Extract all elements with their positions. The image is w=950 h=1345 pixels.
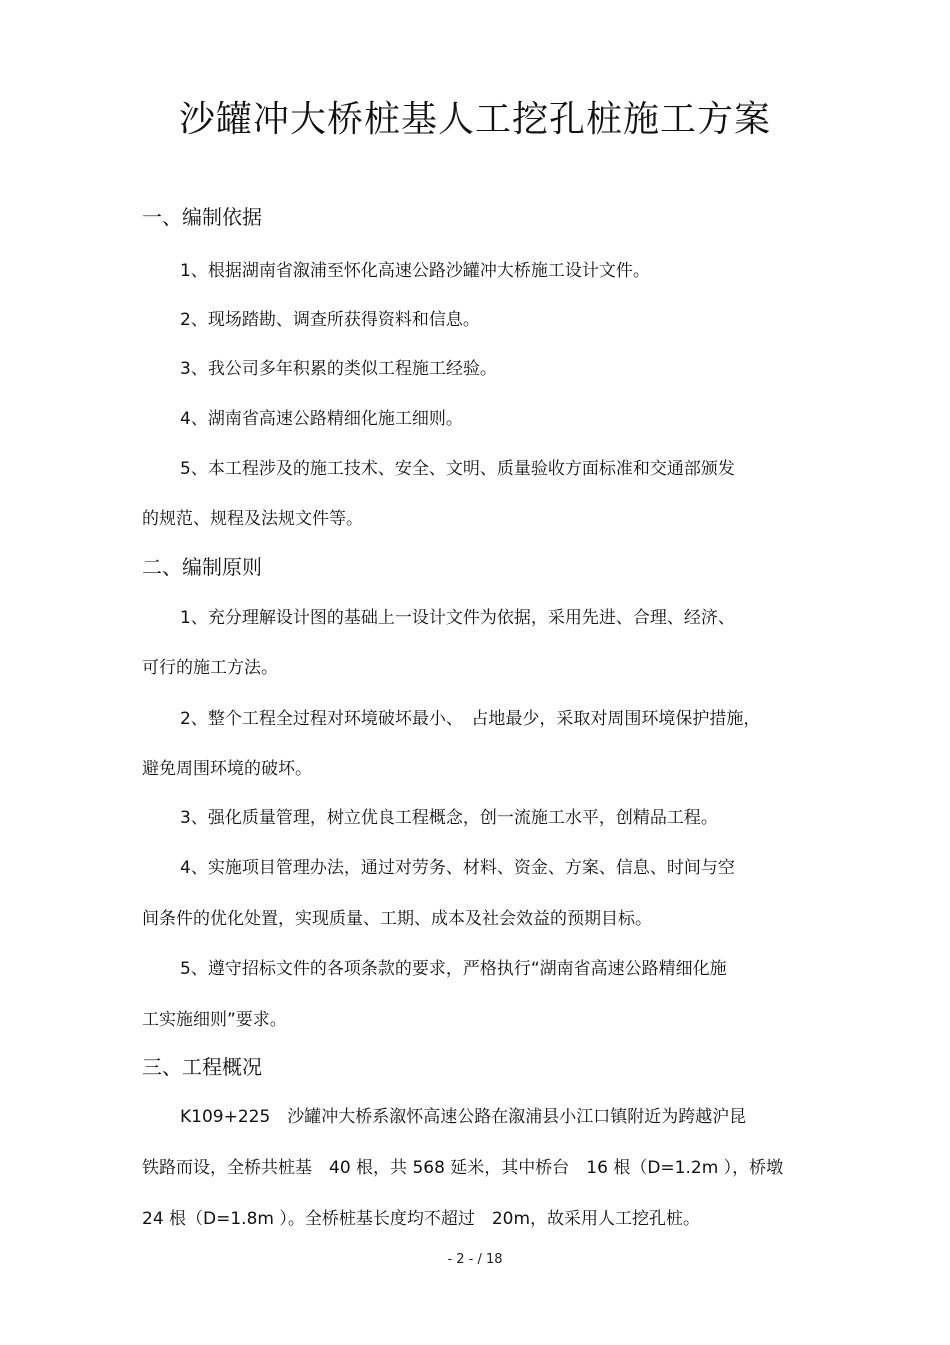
paragraph-line: 2、整个工程全过程对环境破坏最小、 占地最少，采取对周围环境保护措施， <box>180 709 761 729</box>
paragraph-line: 4、实施项目管理办法，通过对劳务、材料、资金、方案、信息、时间与空 <box>180 858 735 878</box>
paragraph-line: 避免周围环境的破坏。 <box>142 759 312 779</box>
paragraph-line: 3、我公司多年积累的类似工程施工经验。 <box>180 359 497 379</box>
page-number: - 2 - / 18 <box>447 1252 503 1267</box>
paragraph-line: 3、强化质量管理，树立优良工程概念，创一流施工水平，创精品工程。 <box>180 808 718 828</box>
paragraph-line: 24 根（D=1.8m ）。全桥桩基长度均不超过 20m，故采用人工挖孔桩。 <box>142 1209 701 1229</box>
paragraph-line: 5、本工程涉及的施工技术、安全、文明、质量验收方面标准和交通部颁发 <box>180 459 735 479</box>
section-heading-overview: 三、工程概况 <box>142 1055 262 1079</box>
paragraph-line: 工实施细则”要求。 <box>142 1010 287 1030</box>
paragraph-line: 的规范、规程及法规文件等。 <box>142 509 363 529</box>
paragraph-line: 1、根据湖南省溆浦至怀化高速公路沙罐冲大桥施工设计文件。 <box>180 261 650 281</box>
paragraph-line: K109+225 沙罐冲大桥系溆怀高速公路在溆浦县小江口镇附近为跨越沪昆 <box>180 1107 747 1127</box>
paragraph-line: 4、湖南省高速公路精细化施工细则。 <box>180 409 463 429</box>
paragraph-line: 1、充分理解设计图的基础上一设计文件为依据，采用先进、合理、经济、 <box>180 608 735 628</box>
paragraph-line: 2、现场踏勘、调查所获得资料和信息。 <box>180 310 480 330</box>
section-heading-basis: 一、编制依据 <box>142 205 262 229</box>
paragraph-line: 可行的施工方法。 <box>142 658 278 678</box>
section-heading-principles: 二、编制原则 <box>142 555 262 579</box>
paragraph-line: 间条件的优化处置，实现质量、工期、成本及社会效益的预期目标。 <box>142 909 652 929</box>
document-title: 沙罐冲大桥桩基人工挖孔桩施工方案 <box>178 99 771 140</box>
paragraph-line: 5、遵守招标文件的各项条款的要求，严格执行“湖南省高速公路精细化施 <box>180 959 727 979</box>
paragraph-line: 铁路而设，全桥共桩基 40 根，共 568 延米，其中桥台 16 根（D=1.2m ），桥墩 <box>142 1158 784 1178</box>
